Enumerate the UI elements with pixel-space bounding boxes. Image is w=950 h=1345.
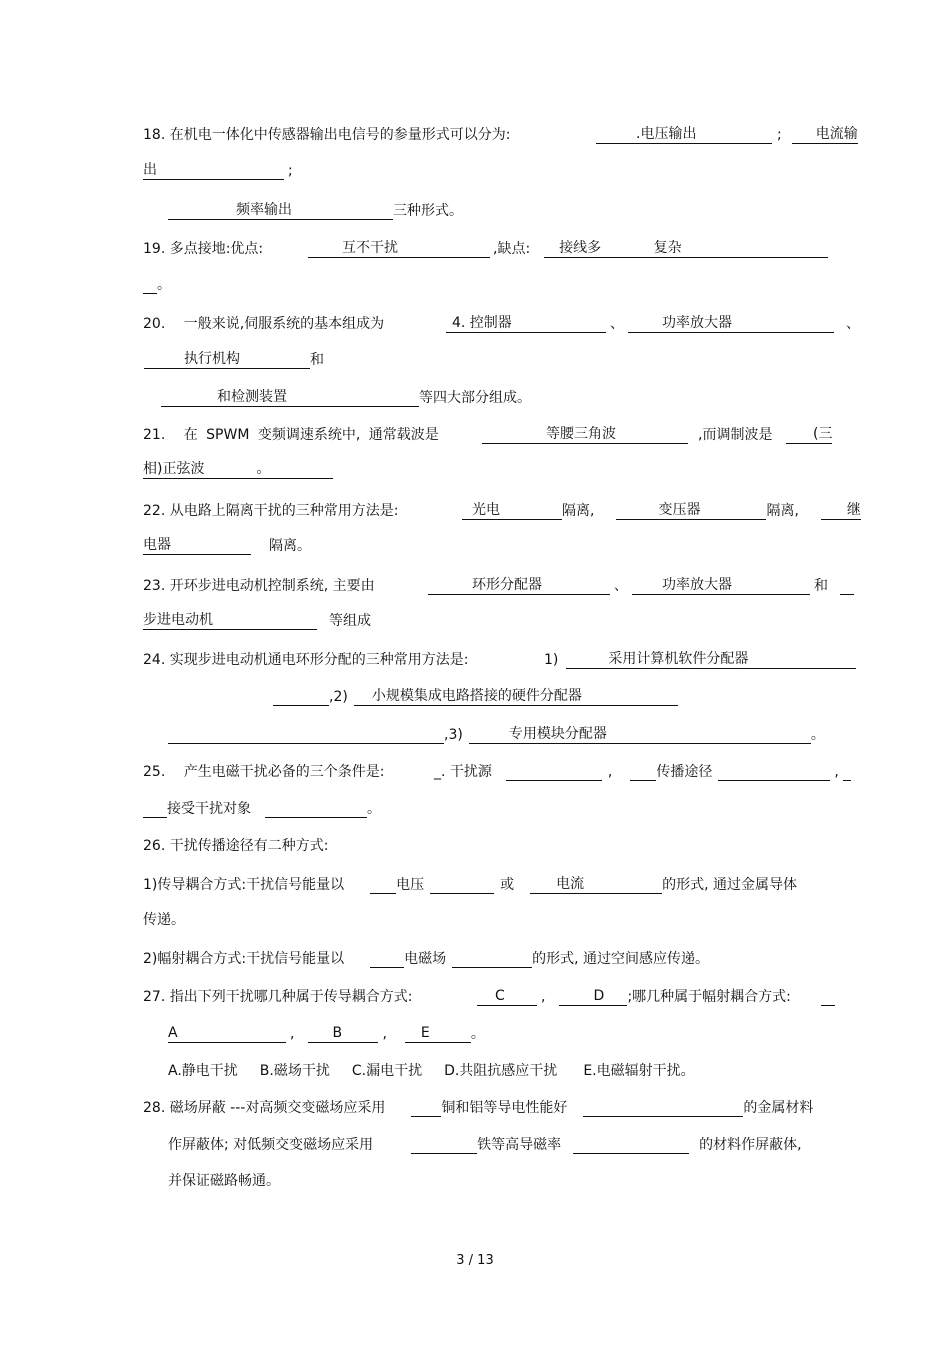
- option: B.磁场干扰: [259, 1063, 330, 1079]
- answer-blank: 环形分配器: [428, 577, 610, 595]
- q24-line3: ,3) 专用模块分配器 。: [168, 726, 825, 744]
- question-text: 一般来说,伺服系统的基本组成为: [183, 316, 385, 332]
- answer-blank: [821, 988, 835, 1006]
- answer-blank: 出: [143, 162, 284, 180]
- q26-part2: 2)幅射耦合方式:干扰信号能量以 电磁场 的形式, 通过空间感应传递。: [143, 951, 709, 967]
- answer-blank: [143, 800, 167, 818]
- q22-line1: [143, 502, 398, 520]
- q27-line2: A , B , E 。: [168, 1025, 485, 1042]
- answer-blank: 光电: [462, 502, 562, 520]
- question-text: 指出下列干扰哪几种属于传导耦合方式:: [169, 989, 413, 1005]
- answer-blank: [168, 726, 444, 744]
- question-text: 多点接地:优点:: [169, 241, 264, 257]
- answer-blank: [630, 763, 656, 781]
- q27-line1: [143, 988, 412, 1006]
- question-number: 18.: [143, 127, 166, 143]
- answer-blank: [840, 577, 854, 595]
- question-text: 在机电一体化中传感器输出电信号的参量形式可以分为:: [169, 127, 511, 143]
- answer-blank: 专用模块分配器: [469, 726, 811, 744]
- page-number: 3 / 13: [456, 1253, 494, 1268]
- answer-blank: 等腰三角波: [482, 426, 688, 444]
- q21-line2: [143, 461, 333, 479]
- q26-part1: 1)传导耦合方式:干扰信号能量以 电压 或 电流 的形式, 通过金属导体: [143, 876, 797, 893]
- answer-blank: 电器: [143, 537, 251, 555]
- answer-blank: D: [559, 988, 627, 1006]
- question-number: 24.: [143, 652, 166, 668]
- q22-answers: 光电 隔离, 变压器 隔离, 继: [462, 502, 861, 520]
- answer-blank: (三: [786, 426, 832, 444]
- question-number: 25.: [143, 764, 166, 780]
- answer-blank: [265, 800, 367, 818]
- option: A.静电干扰: [168, 1063, 238, 1079]
- q21-line1: [143, 426, 439, 444]
- answer-blank: [430, 876, 494, 894]
- answer-blank: 电流输: [792, 126, 858, 144]
- answer-blank: 功率放大器: [628, 315, 834, 333]
- q20-line2: 执行机构 和: [144, 351, 324, 369]
- q25-line1: [143, 763, 384, 781]
- q18-line3: 频率输出 三种形式。: [168, 202, 463, 220]
- question-text: 磁场屏蔽 ---对高频交变磁场应采用: [169, 1100, 386, 1116]
- answer-blank: 继: [821, 502, 861, 520]
- q27-options: [168, 1062, 695, 1080]
- q28-line3: 并保证磁路畅通。: [168, 1173, 280, 1189]
- q24-answers-1: 1) 采用计算机软件分配器: [544, 651, 856, 669]
- answer-blank: 执行机构: [144, 351, 310, 369]
- question-number: 22.: [143, 503, 166, 519]
- answer-blank: E: [405, 1025, 471, 1043]
- q18-line2: 出 ;: [143, 162, 293, 179]
- answer-blank: [370, 876, 396, 894]
- q24-line1: [143, 651, 468, 669]
- answer-blank: [411, 1136, 477, 1154]
- q28-line2: 作屏蔽体; 对低频交变磁场应采用 铁等高导磁率 的材料作屏蔽体,: [168, 1137, 802, 1153]
- option: D.共阻抗感应干扰: [444, 1063, 558, 1079]
- answer-blank: 采用计算机软件分配器: [566, 651, 856, 669]
- q27-answers-1: C , D ;哪几种属于幅射耦合方式:: [477, 988, 835, 1006]
- q26-part1-cont: 传递。: [143, 912, 185, 928]
- q25-answers: _. 干扰源 , 传播途径 ,: [434, 763, 851, 781]
- q25-line2: 接受干扰对象 。: [143, 800, 381, 818]
- answer-blank: 小规模集成电路搭接的硬件分配器: [354, 688, 678, 706]
- option: C.漏电干扰: [351, 1063, 423, 1079]
- question-text: 开环步进电动机控制系统, 主要由: [169, 578, 375, 594]
- answer-blank: [370, 950, 404, 968]
- q18-line1: [143, 126, 510, 144]
- answer-blank: 功率放大器: [632, 577, 810, 595]
- answer-blank: 变压器: [616, 502, 766, 520]
- question-number: 27.: [143, 989, 166, 1005]
- answer-blank: [273, 688, 329, 706]
- q23-line1: [143, 577, 375, 595]
- q20-line3: 和检测装置 等四大部分组成。: [161, 389, 531, 407]
- q23-answers: 环形分配器 、 功率放大器 和: [428, 577, 854, 595]
- question-number: 26.: [143, 838, 166, 854]
- answer-blank: 电流: [530, 876, 662, 894]
- answer-blank: [718, 763, 830, 781]
- answer-blank: [583, 1099, 743, 1117]
- q19-answers: 互不干扰 ,缺点: 接线多 复杂: [308, 240, 828, 258]
- answer-blank: [411, 1099, 441, 1117]
- q28-line1: 28. 磁场屏蔽 ---对高频交变磁场应采用 铜和铝等导电性能好 的金属材料: [143, 1100, 814, 1116]
- q22-line2: 电器 隔离。: [143, 537, 311, 554]
- question-text: 干扰传播途径有二种方式:: [169, 838, 329, 854]
- answer-blank: [143, 276, 157, 294]
- answer-blank: [506, 763, 602, 781]
- q19-line1: [143, 240, 263, 258]
- answer-blank: [452, 950, 532, 968]
- q20-line1: [143, 315, 384, 333]
- question-number: 19.: [143, 241, 166, 257]
- q26-line1: [143, 837, 328, 855]
- question-text: 从电路上隔离干扰的三种常用方法是:: [169, 503, 399, 519]
- question-number: 28.: [143, 1100, 166, 1116]
- question-text: 在 SPWM 变频调速系统中, 通常载波是: [183, 427, 439, 443]
- answer-blank: [843, 763, 851, 781]
- answer-blank: 相)正弦波 。: [143, 461, 333, 479]
- answer-blank: C: [477, 988, 537, 1006]
- question-text: 实现步进电动机通电环形分配的三种常用方法是:: [169, 652, 469, 668]
- option: E.电磁辐射干扰。: [583, 1063, 695, 1079]
- q18-answers: .电压输出 ; 电流输: [596, 126, 858, 144]
- q19-line2: 。: [143, 276, 171, 294]
- answer-blank: 步进电动机: [143, 612, 317, 630]
- question-number: 21.: [143, 427, 166, 443]
- answer-blank: 频率输出: [168, 202, 393, 220]
- question-number: 23.: [143, 578, 166, 594]
- answer-blank: 互不干扰: [308, 240, 490, 258]
- q24-line2: ,2) 小规模集成电路搭接的硬件分配器: [273, 688, 678, 706]
- answer-blank: 接线多 复杂: [544, 240, 828, 258]
- q21-answers: 等腰三角波 ,而调制波是 (三: [482, 426, 832, 444]
- q20-answers: 4. 控制器 、 功率放大器 、: [446, 315, 860, 333]
- q23-line2: 步进电动机 等组成: [143, 612, 371, 629]
- answer-blank: [573, 1136, 689, 1154]
- answer-blank: A: [168, 1025, 286, 1043]
- answer-blank: B: [308, 1025, 378, 1043]
- answer-blank: 和检测装置: [161, 389, 419, 407]
- question-number: 20.: [143, 316, 166, 332]
- answer-blank: .电压输出: [596, 126, 772, 144]
- question-text: 产生电磁干扰必备的三个条件是:: [183, 764, 385, 780]
- answer-blank: 4. 控制器: [446, 315, 606, 333]
